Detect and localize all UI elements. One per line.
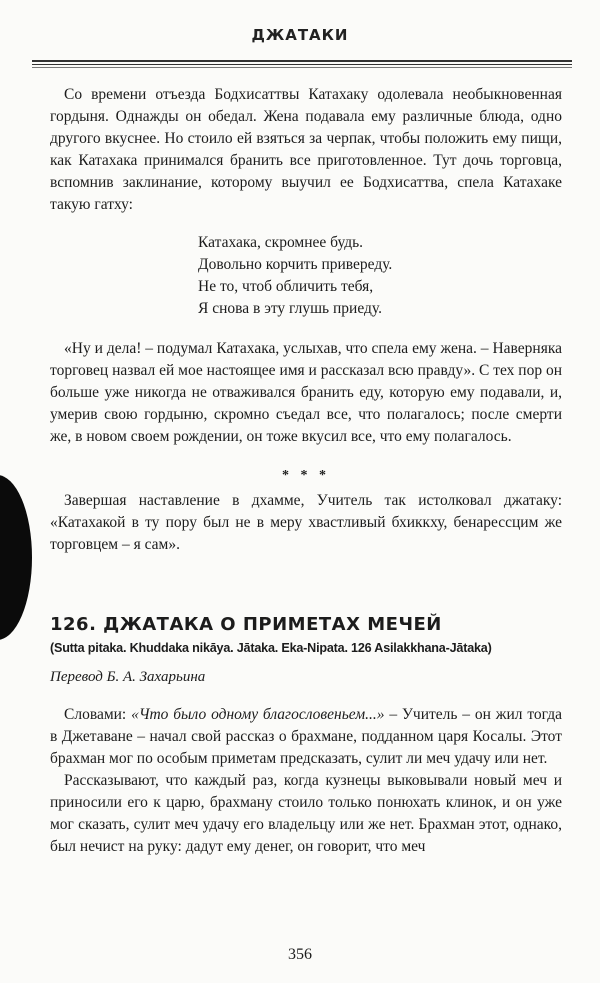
paragraph: Завершая наставление в дхамме, Учитель так истолковал джатаку: «Катахакой в ту пору был не в меру хвастливый бхиккху, бенарессцим же торговцем – я сам». — [50, 492, 562, 553]
verse-line: Довольно корчить привереду. — [198, 256, 393, 273]
source-reference: (Sutta pitaka. Khuddaka nikāya. Jātaka. Eka-Nipata. 126 Asilakkhana-Jātaka) — [50, 641, 492, 655]
verse-line: Не то, чтоб обличить тебя, — [198, 278, 374, 295]
book-spine-shadow — [0, 475, 32, 640]
paragraph: Со времени отъезда Бодхисаттвы Катахаку одолевала необыкновенная гордыня. Однажды он обедал. Жена подавала ему различные блюда, одно другого вкуснее. Но стоило ей взяться за черпак, чтобы положить ему пищи, как Катахака принимался бранить все приготовленное. Тут дочь торговца, вспомнив заклинание, которому выучил ее Бодхисаттва, спела Катахаке такую гатху: — [50, 86, 562, 213]
translator-credit: Перевод Б. А. Захарьина — [50, 669, 206, 685]
verse-line: Я снова в эту глушь приеду. — [198, 300, 382, 317]
verse-gatha — [198, 232, 562, 320]
paragraph — [50, 704, 562, 770]
paragraph-rest: – Учитель – он жил тогда в Джетаване – начал свой рассказ о брахмане, подданном царя Косалы. Этот брахман мог по особым приметам предсказать, сулит ли меч удачу или нет. — [50, 706, 562, 767]
quoted-verse: «Что было одному благословеньем...» — [131, 706, 385, 723]
section-separator: * * * — [282, 468, 330, 483]
header-rule — [32, 67, 572, 68]
paragraph: «Ну и дела! – подумал Катахака, услыхав, что спела ему жена. – Наверняка торговец назвал ей мое настоящее имя и рассказал всю правду». С тех пор он больше уже никогда не отваживался бранить еду, которую ему подавали, и, умерив свою гордыню, скромно съедал все, что полагалось; после смерти же, в новом своем рождении, он тоже вкусил все, что ему полагалось. — [50, 340, 562, 445]
running-header: ДЖАТАКИ — [251, 26, 349, 44]
page-number: 356 — [288, 946, 312, 963]
header-rule — [32, 60, 572, 62]
page-content — [50, 84, 562, 858]
header-rule — [32, 64, 572, 65]
section-title: 126. ДЖАТАКА О ПРИМЕТАХ МЕЧЕЙ — [50, 614, 442, 635]
paragraph: Рассказывают, что каждый раз, когда кузнецы выковывали новый меч и приносили его к царю, брахману стоило только понюхать клинок, и он уже мог сказать, сулит меч удачу его владельцу или же нет. Брахман этот, однако, был нечист на руку: дадут ему денег, он говорит, что меч — [50, 772, 562, 855]
verse-line: Катахака, скромнее будь. — [198, 234, 364, 251]
paragraph-lead: Словами: — [64, 706, 132, 723]
